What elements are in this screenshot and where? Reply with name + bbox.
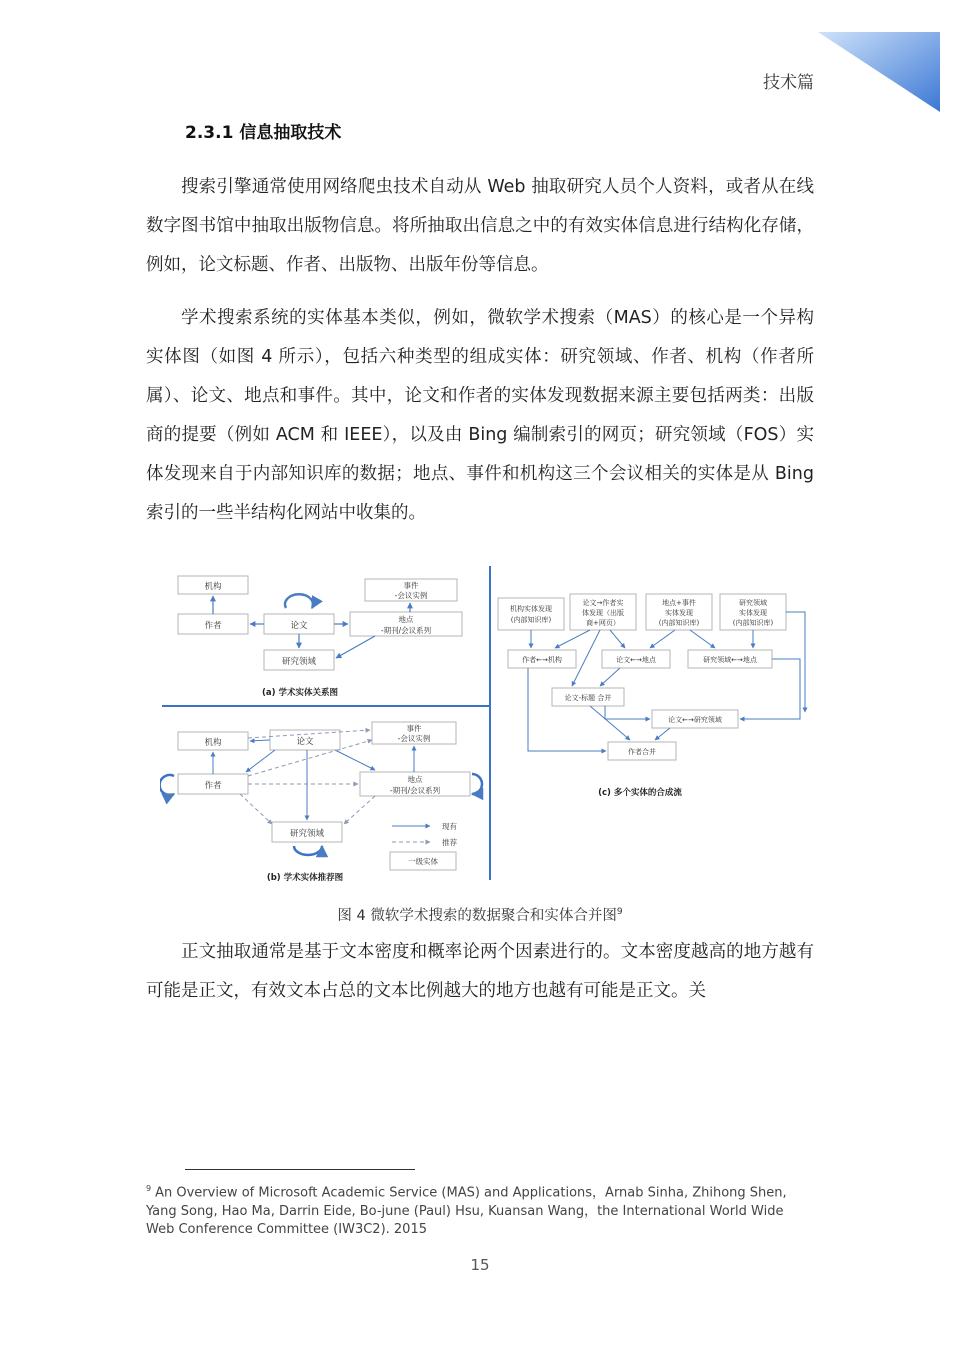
b-node-venue-label-1: 地点 bbox=[407, 775, 423, 784]
c-merge-paper-venue-label: 论文←→地点 bbox=[616, 656, 656, 664]
node-event-label-2: -会议实例 bbox=[394, 591, 428, 600]
b-loop-fos bbox=[294, 846, 322, 855]
node-paper-label: 论文 bbox=[290, 621, 308, 631]
c-flow-4 bbox=[650, 630, 675, 648]
b-edge-rec-author-fos bbox=[240, 794, 272, 824]
figure-4 bbox=[160, 562, 808, 892]
panel-b-caption: (b) 学术实体推荐图 bbox=[266, 873, 344, 883]
c-source-paper-line-2: 体发现（出版 bbox=[582, 609, 624, 617]
c-flow-13 bbox=[655, 728, 670, 740]
b-loop-author bbox=[160, 775, 174, 795]
panel-a-caption: (a) 学术实体关系图 bbox=[262, 688, 338, 698]
b-node-author-label: 作者 bbox=[204, 781, 222, 791]
b-node-fos-label: 研究领域 bbox=[289, 829, 325, 839]
b-loop-venue bbox=[472, 774, 482, 794]
c-source-fos-line-2: 实体发现 bbox=[739, 609, 767, 617]
legend-primary-label: 一级实体 bbox=[408, 857, 438, 866]
c-merge-author-label: 作者合并 bbox=[628, 748, 656, 756]
c-source-fos-line-1: 研究领域 bbox=[739, 599, 767, 607]
b-node-paper-label: 论文 bbox=[296, 737, 314, 747]
c-merge-paper-title-label: 论文-标题 合并 bbox=[564, 694, 612, 702]
panel-c-caption: (c) 多个实体的合成流 bbox=[598, 788, 682, 798]
section-title: 2.3.1 信息抽取技术 bbox=[185, 123, 342, 143]
c-flow-2 bbox=[555, 630, 590, 648]
c-flow-7 bbox=[600, 668, 620, 686]
c-flow-14 bbox=[590, 706, 630, 740]
paragraph-1: 搜索引擎通常使用网络爬虫技术自动从 Web 抽取研究人员个人资料，或者从在线数字图书馆中抽取出版物信息。将所抽取出信息之中的有效实体信息进行结构化存储，例如，论文标题、作者、出版物、出版年份等信息。 bbox=[146, 177, 814, 275]
node-event-label-1: 事件 bbox=[403, 581, 419, 590]
b-edge-paper-org bbox=[250, 740, 270, 741]
c-merge-paper-fos-label: 论文←→研究领域 bbox=[668, 716, 722, 724]
footnote-rule bbox=[185, 1169, 415, 1170]
b-node-venue-label-2: -期刊/会议系列 bbox=[389, 786, 441, 795]
panel-c bbox=[498, 594, 805, 798]
c-source-fos-line-3: (内部知识库) bbox=[732, 619, 774, 627]
c-flow-11 bbox=[786, 612, 805, 712]
c-source-paper-line-1: 论文→作者实 bbox=[582, 599, 624, 607]
b-edge-rec-venue-fos bbox=[344, 796, 375, 824]
c-source-venue-line-3: (内部知识库) bbox=[658, 619, 700, 627]
c-merge-fos-venue-label: 研究领域←→地点 bbox=[703, 656, 757, 664]
c-source-paper-line-3: 商+网页） bbox=[586, 619, 620, 627]
c-source-org-line-1: 机构实体发现 bbox=[510, 605, 552, 613]
corner-decoration bbox=[0, 0, 960, 140]
b-node-org-label: 机构 bbox=[204, 738, 222, 748]
paragraph-3: 正文抽取通常是基于文本密度和概率论两个因素进行的。文本密度越高的地方越有可能是正文，有效文本占总的文本比例越大的地方也越有可能是正文。关 bbox=[146, 942, 814, 1001]
figure-caption-text: 图 4 微软学术搜索的数据聚合和实体合并图 bbox=[337, 908, 617, 924]
legend-existing-label: 现有 bbox=[442, 822, 457, 831]
node-venue-label-2: -期刊/会议系列 bbox=[380, 626, 432, 635]
panel-a bbox=[178, 576, 462, 698]
c-flow-9 bbox=[605, 706, 650, 719]
c-flow-5 bbox=[690, 630, 715, 648]
c-merge-author-org-label: 作者←→机构 bbox=[522, 656, 562, 664]
legend-recommend-label: 推荐 bbox=[442, 838, 457, 847]
figure-caption bbox=[0, 904, 960, 925]
panel-b bbox=[160, 722, 482, 883]
b-node-event-label-2: -会议实例 bbox=[397, 734, 431, 743]
figure-caption-footnote-ref[interactable]: 9 bbox=[616, 907, 623, 918]
node-author-label: 作者 bbox=[204, 621, 222, 631]
footnote-text: An Overview of Microsoft Academic Service (MAS) and Applications，Arnab Sinha, Zhihong Shen, Yang Song, Hao Ma, Darrin Eide, Bo-june (Paul) Hsu, Kuansan Wang，the International World Wide Web Conference Committee (IW3C2). 2015 bbox=[146, 1185, 787, 1238]
b-edge-paper-venue bbox=[335, 750, 375, 770]
node-fos-label: 研究领域 bbox=[281, 657, 317, 667]
node-org-label: 机构 bbox=[204, 582, 222, 592]
edge-venue-fos bbox=[336, 636, 375, 658]
running-header: 技术篇 bbox=[763, 73, 814, 93]
c-source-venue-line-1: 地点+事件 bbox=[662, 599, 696, 607]
paragraph-2: 学术搜索系统的实体基本类似，例如，微软学术搜索（MAS）的核心是一个异构实体图（如图 4 所示），包括六种类型的组成实体：研究领域、作者、机构（作者所属）、论文、地点和事件。其中，论文和作者的实体发现数据来源主要包括两类：出版商的提要（例如 ACM 和 IEEE），以及由 Bing 编制索引的网页；研究领域（FOS）实体发现来自于内部知识库的数据；地点、事件和机构这三个会议相关的实体是从 Bing 索引的一些半结构化网站中收集的。 bbox=[146, 308, 814, 523]
c-flow-3 bbox=[610, 630, 625, 648]
node-venue-label-1: 地点 bbox=[398, 615, 414, 624]
c-source-venue-line-2: 实体发现 bbox=[665, 609, 693, 617]
c-source-org-line-2: (内部知识库) bbox=[510, 616, 552, 624]
page-number: 15 bbox=[470, 1256, 490, 1274]
c-source-org bbox=[498, 598, 564, 630]
b-node-event-label-1: 事件 bbox=[406, 724, 422, 733]
self-loop-arrow bbox=[285, 594, 313, 608]
footnote-marker: 9 bbox=[146, 1184, 152, 1193]
b-edge-paper-author bbox=[246, 750, 275, 772]
footnote bbox=[146, 1180, 806, 1240]
